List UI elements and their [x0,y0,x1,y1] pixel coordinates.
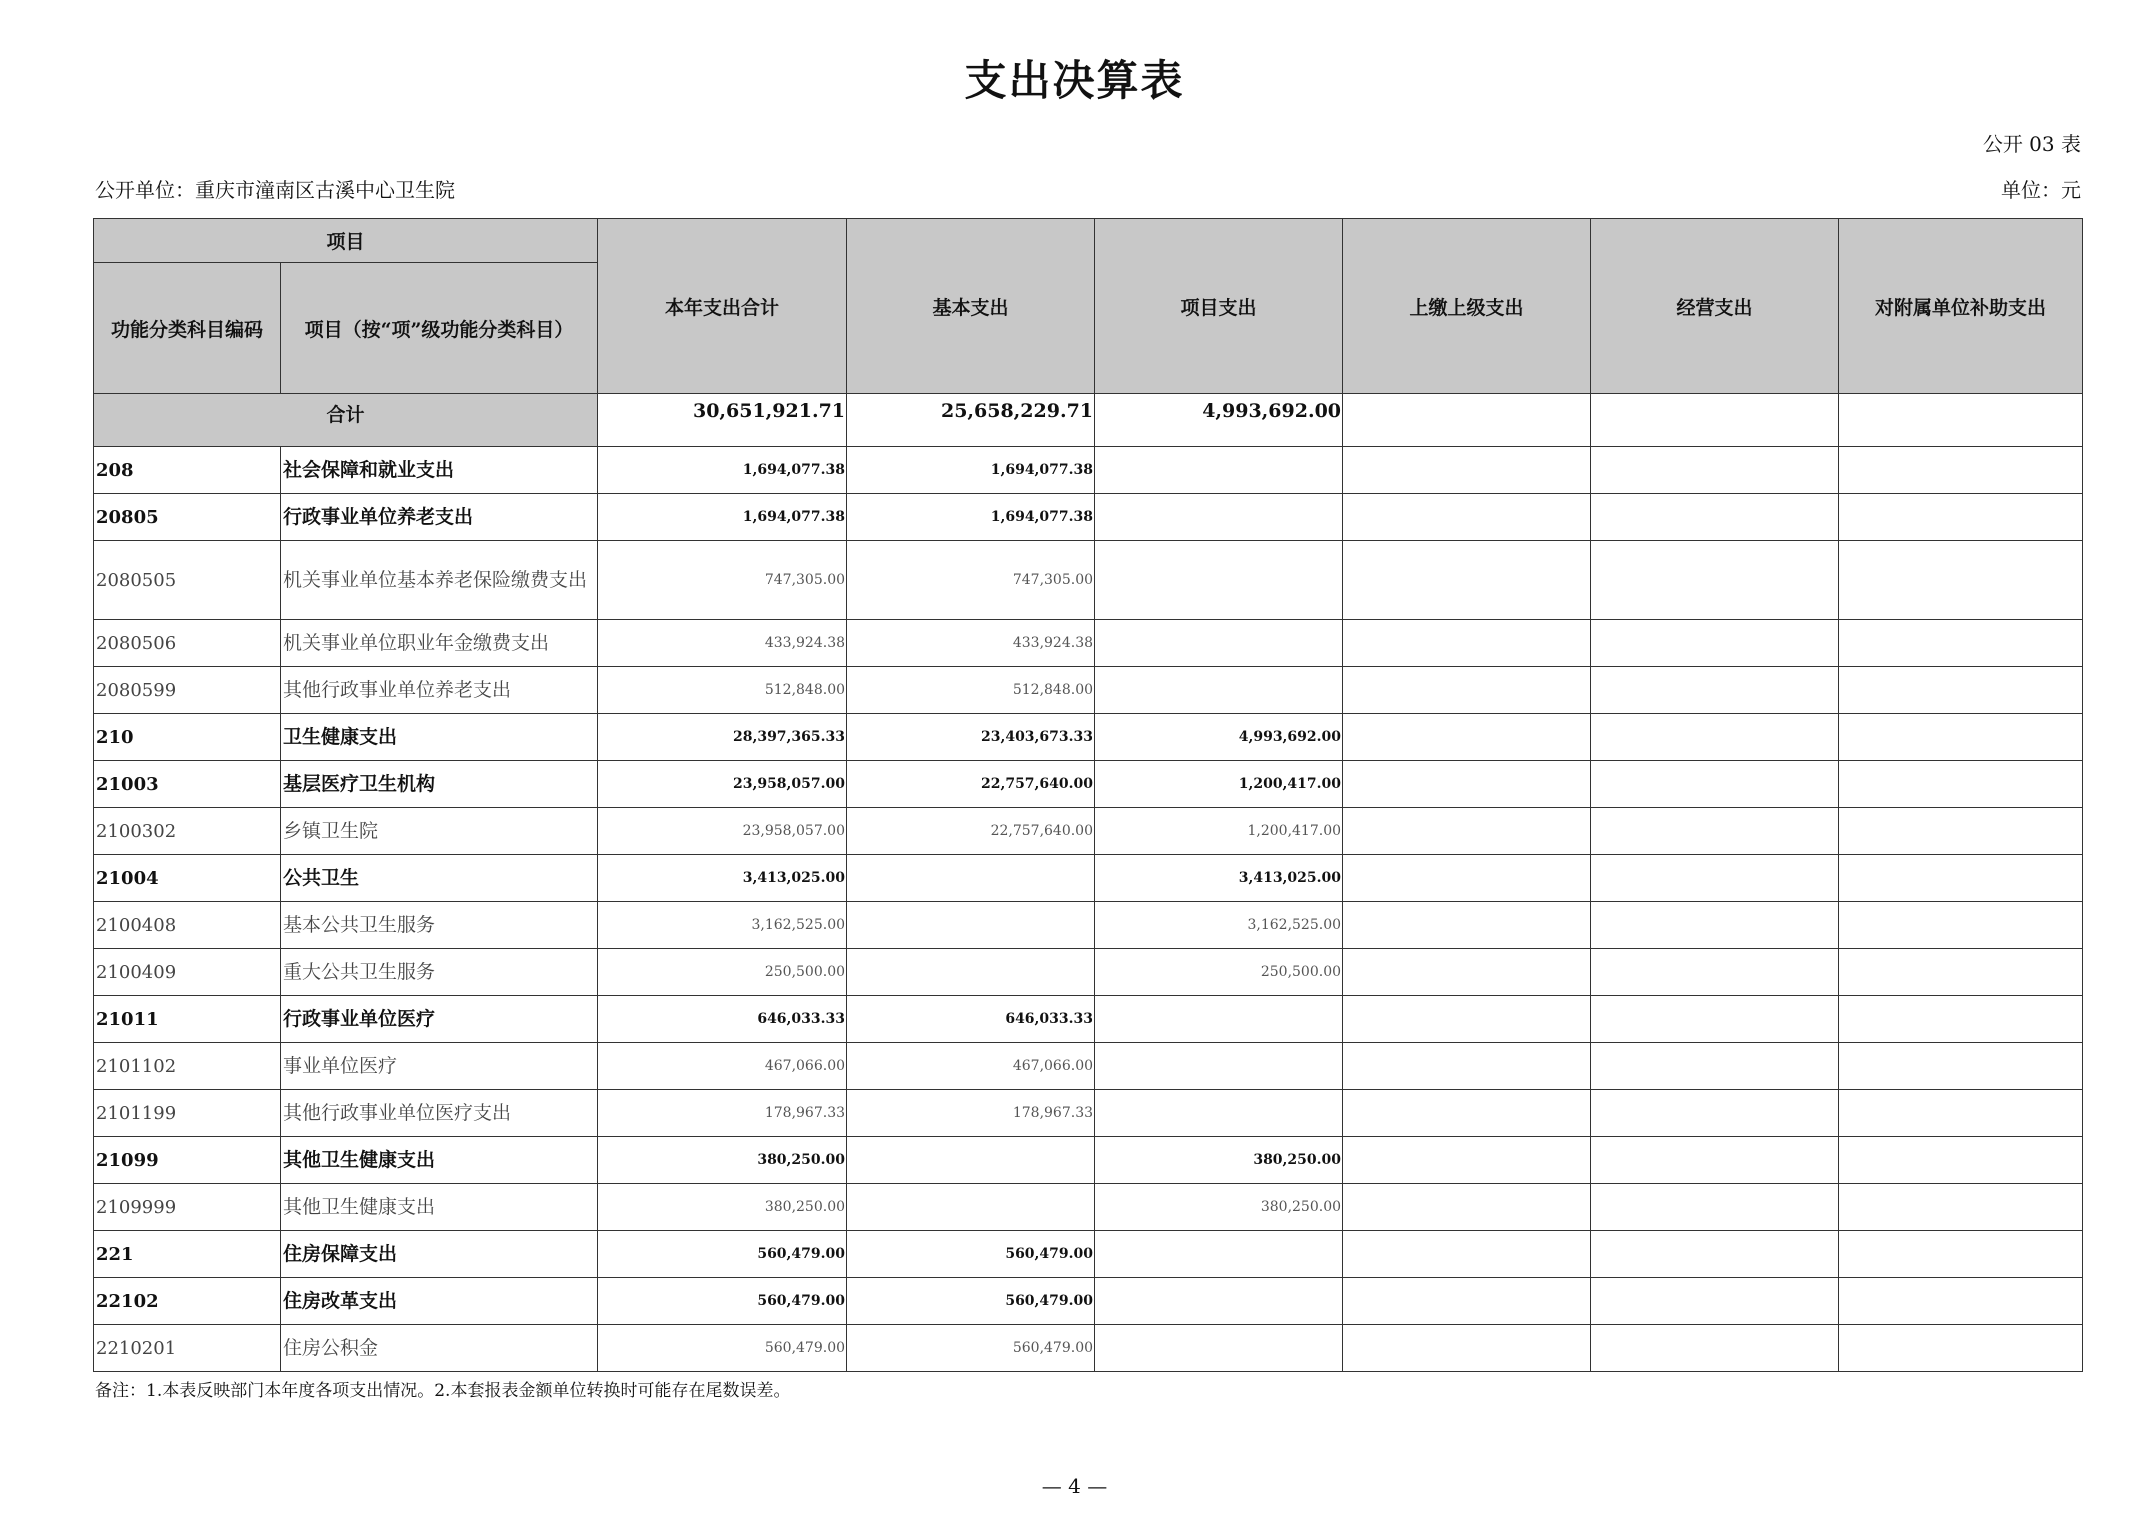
cell-business [1591,808,1839,855]
total-cell-total: 30,651,921.71 [598,394,847,447]
cell-basic: 560,479.00 [847,1231,1095,1278]
header-name: 项目（按“项”级功能分类科目） [281,263,598,394]
cell-code: 21004 [94,855,281,902]
cell-project [1095,1278,1343,1325]
cell-total: 380,250.00 [598,1137,847,1184]
cell-code: 2101102 [94,1043,281,1090]
cell-total: 467,066.00 [598,1043,847,1090]
header-total: 本年支出合计 [598,219,847,394]
form-number: 公开 03 表 [1982,132,2081,156]
cell-total: 28,397,365.33 [598,714,847,761]
cell-code: 2100302 [94,808,281,855]
cell-total: 1,694,077.38 [598,494,847,541]
table-row [94,1137,2083,1184]
cell-code: 2100409 [94,949,281,996]
cell-total: 380,250.00 [598,1184,847,1231]
cell-project [1095,1231,1343,1278]
cell-business [1591,447,1839,494]
cell-name: 公共卫生 [281,855,598,902]
cell-basic: 560,479.00 [847,1278,1095,1325]
cell-name: 住房保障支出 [281,1231,598,1278]
cell-total: 433,924.38 [598,620,847,667]
expenditure-table [93,218,2083,1372]
cell-project: 3,413,025.00 [1095,855,1343,902]
cell-code: 21099 [94,1137,281,1184]
cell-code: 21011 [94,996,281,1043]
table-row [94,949,2083,996]
cell-subsidy [1839,1325,2083,1372]
header-basic: 基本支出 [847,219,1095,394]
cell-business [1591,949,1839,996]
cell-code: 2080506 [94,620,281,667]
cell-subsidy [1839,714,2083,761]
header-subsidy: 对附属单位补助支出 [1839,219,2083,394]
cell-upper [1343,620,1591,667]
header-project: 项目支出 [1095,219,1343,394]
cell-name: 住房公积金 [281,1325,598,1372]
cell-basic: 646,033.33 [847,996,1095,1043]
table-row [94,808,2083,855]
cell-subsidy [1839,855,2083,902]
cell-name: 重大公共卫生服务 [281,949,598,996]
table-row [94,1231,2083,1278]
cell-upper [1343,1090,1591,1137]
cell-total: 560,479.00 [598,1278,847,1325]
cell-name: 住房改革支出 [281,1278,598,1325]
total-label: 合计 [94,394,598,447]
cell-basic [847,902,1095,949]
cell-name: 基层医疗卫生机构 [281,761,598,808]
reporting-unit: 公开单位：重庆市潼南区古溪中心卫生院 [95,178,455,202]
cell-business [1591,667,1839,714]
cell-upper [1343,1325,1591,1372]
cell-business [1591,1184,1839,1231]
cell-basic [847,949,1095,996]
cell-subsidy [1839,494,2083,541]
cell-name: 行政事业单位医疗 [281,996,598,1043]
cell-basic: 178,967.33 [847,1090,1095,1137]
cell-upper [1343,902,1591,949]
footnote: 备注：1.本表反映部门本年度各项支出情况。2.本套报表金额单位转换时可能存在尾数误差。 [95,1381,791,1401]
cell-project: 4,993,692.00 [1095,714,1343,761]
cell-code: 2100408 [94,902,281,949]
cell-total: 560,479.00 [598,1231,847,1278]
cell-upper [1343,494,1591,541]
cell-code: 21003 [94,761,281,808]
cell-basic: 747,305.00 [847,541,1095,620]
cell-upper [1343,667,1591,714]
table-row [94,1090,2083,1137]
cell-subsidy [1839,761,2083,808]
cell-business [1591,714,1839,761]
header-item-group: 项目 [94,219,598,263]
table-row [94,996,2083,1043]
cell-project [1095,447,1343,494]
cell-basic [847,1184,1095,1231]
cell-total: 560,479.00 [598,1325,847,1372]
table-row [94,1043,2083,1090]
cell-total: 646,033.33 [598,996,847,1043]
table-row [94,855,2083,902]
cell-total: 23,958,057.00 [598,761,847,808]
cell-subsidy [1839,667,2083,714]
cell-upper [1343,541,1591,620]
cell-project [1095,1090,1343,1137]
cell-name: 机关事业单位基本养老保险缴费支出 [281,541,598,620]
cell-upper [1343,1231,1591,1278]
cell-subsidy [1839,808,2083,855]
header-code: 功能分类科目编码 [94,263,281,394]
cell-subsidy [1839,1231,2083,1278]
cell-name: 基本公共卫生服务 [281,902,598,949]
header-business: 经营支出 [1591,219,1839,394]
page-number: — 4 — [1041,1474,1108,1498]
cell-upper [1343,949,1591,996]
cell-business [1591,902,1839,949]
cell-name: 其他卫生健康支出 [281,1137,598,1184]
cell-project: 3,162,525.00 [1095,902,1343,949]
cell-business [1591,1090,1839,1137]
cell-name: 卫生健康支出 [281,714,598,761]
cell-total: 1,694,077.38 [598,447,847,494]
cell-subsidy [1839,447,2083,494]
table-row [94,1278,2083,1325]
cell-project [1095,667,1343,714]
table-row [94,902,2083,949]
cell-project: 250,500.00 [1095,949,1343,996]
cell-business [1591,541,1839,620]
cell-name: 事业单位医疗 [281,1043,598,1090]
cell-subsidy [1839,902,2083,949]
cell-subsidy [1839,1278,2083,1325]
cell-code: 2101199 [94,1090,281,1137]
cell-total: 747,305.00 [598,541,847,620]
cell-project [1095,620,1343,667]
total-cell-business [1591,394,1839,447]
cell-business [1591,855,1839,902]
cell-basic: 1,694,077.38 [847,494,1095,541]
cell-project: 1,200,417.00 [1095,761,1343,808]
cell-total: 23,958,057.00 [598,808,847,855]
table-row [94,447,2083,494]
cell-business [1591,1325,1839,1372]
cell-basic [847,1137,1095,1184]
table-row [94,1184,2083,1231]
table-row [94,541,2083,620]
table-row [94,761,2083,808]
cell-project: 1,200,417.00 [1095,808,1343,855]
cell-name: 其他行政事业单位养老支出 [281,667,598,714]
table-row [94,494,2083,541]
cell-total: 512,848.00 [598,667,847,714]
cell-subsidy [1839,1184,2083,1231]
cell-subsidy [1839,1043,2083,1090]
cell-code: 2080599 [94,667,281,714]
total-cell-basic: 25,658,229.71 [847,394,1095,447]
cell-project [1095,996,1343,1043]
total-cell-project: 4,993,692.00 [1095,394,1343,447]
total-row [94,394,2083,447]
cell-project [1095,541,1343,620]
cell-project: 380,250.00 [1095,1184,1343,1231]
table-row [94,620,2083,667]
cell-name: 社会保障和就业支出 [281,447,598,494]
cell-upper [1343,1278,1591,1325]
currency-unit: 单位：元 [2001,178,2081,202]
cell-upper [1343,1137,1591,1184]
cell-basic: 512,848.00 [847,667,1095,714]
cell-business [1591,1043,1839,1090]
cell-basic: 1,694,077.38 [847,447,1095,494]
cell-total: 178,967.33 [598,1090,847,1137]
cell-upper [1343,996,1591,1043]
cell-code: 210 [94,714,281,761]
cell-project: 380,250.00 [1095,1137,1343,1184]
cell-code: 2109999 [94,1184,281,1231]
cell-name: 行政事业单位养老支出 [281,494,598,541]
total-cell-subsidy [1839,394,2083,447]
table-row [94,714,2083,761]
cell-code: 208 [94,447,281,494]
cell-name: 其他行政事业单位医疗支出 [281,1090,598,1137]
cell-subsidy [1839,620,2083,667]
cell-business [1591,1278,1839,1325]
table-row [94,1325,2083,1372]
cell-basic: 467,066.00 [847,1043,1095,1090]
cell-code: 22102 [94,1278,281,1325]
cell-subsidy [1839,1090,2083,1137]
cell-upper [1343,808,1591,855]
cell-project [1095,1043,1343,1090]
table-row [94,667,2083,714]
cell-business [1591,996,1839,1043]
cell-upper [1343,714,1591,761]
cell-upper [1343,761,1591,808]
cell-name: 其他卫生健康支出 [281,1184,598,1231]
cell-upper [1343,855,1591,902]
cell-basic: 560,479.00 [847,1325,1095,1372]
cell-project [1095,494,1343,541]
cell-upper [1343,447,1591,494]
total-cell-upper [1343,394,1591,447]
cell-business [1591,761,1839,808]
cell-upper [1343,1184,1591,1231]
cell-project [1095,1325,1343,1372]
cell-subsidy [1839,949,2083,996]
cell-name: 机关事业单位职业年金缴费支出 [281,620,598,667]
cell-basic: 22,757,640.00 [847,761,1095,808]
cell-total: 3,413,025.00 [598,855,847,902]
cell-code: 20805 [94,494,281,541]
cell-code: 2210201 [94,1325,281,1372]
cell-basic: 433,924.38 [847,620,1095,667]
page-title: 支出决算表 [964,56,1185,105]
cell-basic: 23,403,673.33 [847,714,1095,761]
cell-business [1591,1231,1839,1278]
header-upper: 上缴上级支出 [1343,219,1591,394]
cell-subsidy [1839,541,2083,620]
cell-business [1591,1137,1839,1184]
cell-subsidy [1839,996,2083,1043]
cell-upper [1343,1043,1591,1090]
cell-subsidy [1839,1137,2083,1184]
cell-code: 221 [94,1231,281,1278]
cell-basic: 22,757,640.00 [847,808,1095,855]
cell-code: 2080505 [94,541,281,620]
cell-total: 3,162,525.00 [598,902,847,949]
cell-total: 250,500.00 [598,949,847,996]
cell-business [1591,620,1839,667]
cell-name: 乡镇卫生院 [281,808,598,855]
cell-business [1591,494,1839,541]
cell-basic [847,855,1095,902]
